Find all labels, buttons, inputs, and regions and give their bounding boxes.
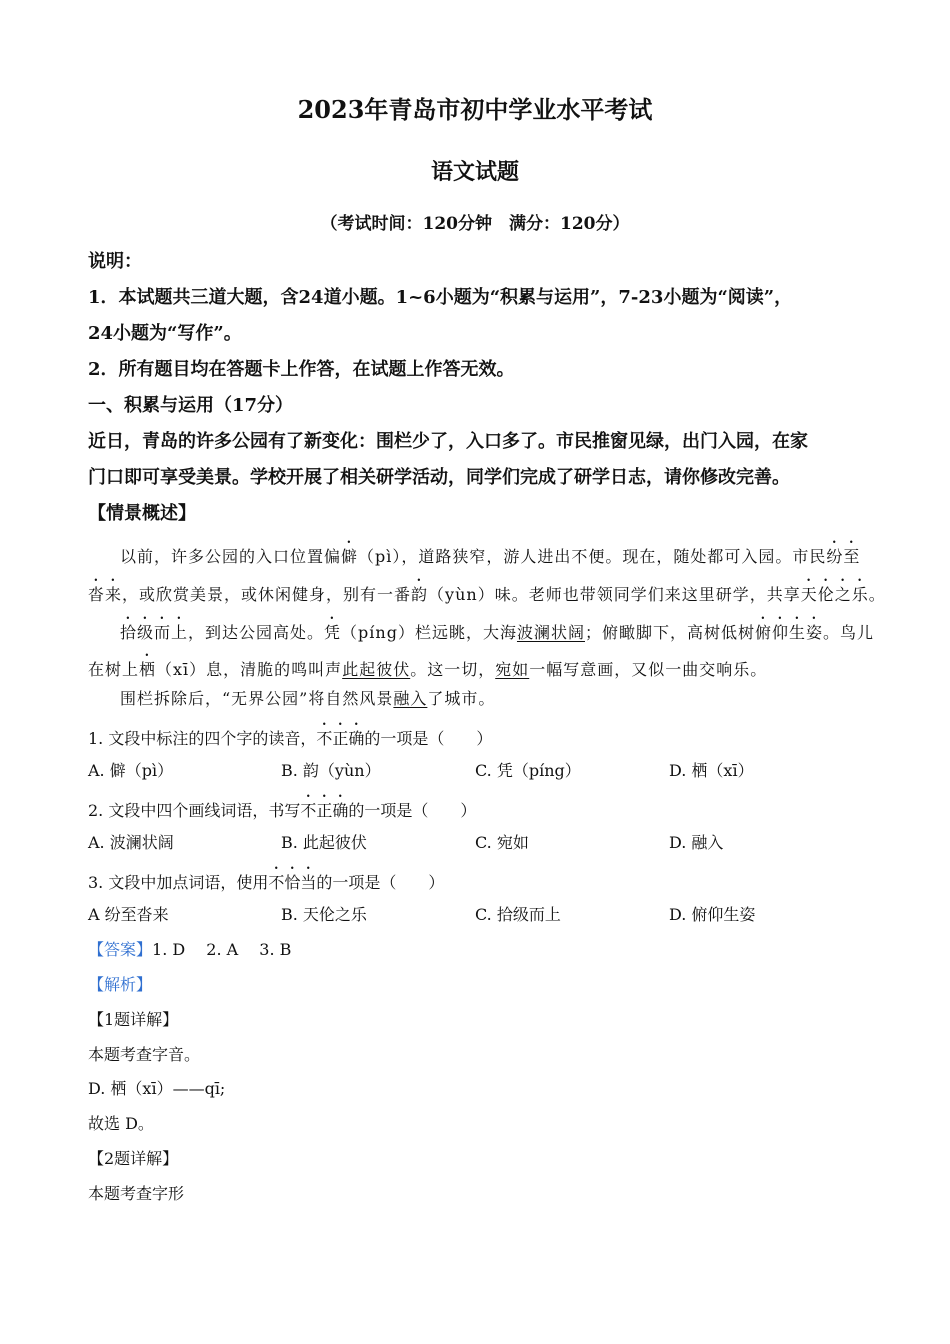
question-1-stem: 1. 文段中标注的四个字的读音，不正确的一项是（ ） bbox=[88, 729, 493, 748]
answer-text: 1. D 2. A 3. B bbox=[152, 940, 292, 959]
q1-detail-line-2: D. 栖（xī）——qī; bbox=[88, 1079, 226, 1098]
section-intro-line-1: 近日，青岛的许多公园有了新变化：围栏少了，入口多了。市民推窗见绿，出门入园，在家 bbox=[88, 431, 808, 452]
marked-word: 拾级而上 bbox=[120, 623, 189, 642]
underlined-word: 波澜状阔 bbox=[516, 623, 585, 642]
question-3-option-a: A 纷至沓来 bbox=[88, 905, 169, 924]
question-1-option-d: D. 栖（xī） bbox=[669, 761, 754, 780]
question-2-option-a: A. 波澜状阔 bbox=[88, 833, 174, 852]
question-1-option-c: C. 凭（píng） bbox=[475, 761, 581, 780]
marked-char: 凭 bbox=[324, 623, 342, 642]
question-3-stem: 3. 文段中加点词语，使用不恰当的一项是（ ） bbox=[88, 873, 445, 892]
question-3-option-b: B. 天伦之乐 bbox=[281, 905, 367, 924]
marked-char: 韵 bbox=[411, 585, 429, 604]
q1-detail-heading: 【1题详解】 bbox=[88, 1010, 179, 1029]
marked-char: 栖 bbox=[139, 660, 157, 679]
question-2-option-c: C. 宛如 bbox=[475, 833, 529, 852]
answer-label: 【答案】 bbox=[88, 940, 153, 959]
q2-detail-line-1: 本题考查字形 bbox=[88, 1184, 185, 1203]
exam-subtitle: 语文试题 bbox=[430, 159, 519, 185]
marked-word: 天伦之乐 bbox=[800, 585, 869, 604]
section-heading: 一、积累与运用（17分） bbox=[88, 395, 294, 416]
passage-line-2: 沓来，或欣赏美景，或休闲健身，别有一番韵（yùn）味。老师也带领同学们来这里研学，共享天伦之乐。 bbox=[88, 585, 886, 604]
passage-line-3: 拾级而上，到达公园高处。凭（píng）栏远眺，大海波澜状阔；俯瞰脚下，高树低树俯仰生姿。鸟儿 bbox=[120, 623, 875, 642]
question-1-option-a: A. 僻（pì） bbox=[88, 761, 174, 780]
question-3-option-d: D. 俯仰生姿 bbox=[669, 905, 756, 924]
question-1-option-b: B. 韵（yùn） bbox=[281, 761, 381, 780]
question-2-option-b: B. 此起彼伏 bbox=[281, 833, 367, 852]
analysis-label: 【解析】 bbox=[88, 975, 153, 994]
instruction-item-1-line-1: 1．本试题共三道大题，含24道小题。1~6小题为“积累与运用”，7-23小题为“阅读”， bbox=[88, 287, 793, 308]
q1-detail-line-1: 本题考查字音。 bbox=[88, 1045, 201, 1064]
section-intro-line-2: 门口即可享受美景。学校开展了相关研学活动，同学们完成了研学日志，请你修改完善。 bbox=[88, 467, 790, 488]
marked-word: 沓来 bbox=[88, 585, 123, 604]
exam-title: 2023年青岛市初中学业水平考试 bbox=[297, 95, 653, 124]
instruction-item-2: 2．所有题目均在答题卡上作答，在试题上作答无效。 bbox=[88, 359, 515, 380]
question-2-stem: 2. 文段中四个画线词语，书写不正确的一项是（ ） bbox=[88, 801, 477, 820]
underlined-word: 宛如 bbox=[495, 660, 530, 679]
passage-line-1: 以前，许多公园的入口位置偏僻（pì），道路狭窄，游人进出不便。现在，随处都可入园。市民纷至 bbox=[120, 547, 861, 566]
marked-word: 俯仰生姿 bbox=[755, 623, 824, 642]
instruction-item-1-line-2: 24小题为“写作”。 bbox=[88, 323, 242, 344]
underlined-word: 此起彼伏 bbox=[342, 660, 411, 679]
answer-line bbox=[88, 937, 291, 960]
scenario-box-title: 【情景概述】 bbox=[88, 503, 196, 524]
passage-line-5: 围栏拆除后，“无界公园”将自然风景融入了城市。 bbox=[120, 689, 496, 708]
instructions-heading: 说明： bbox=[88, 251, 142, 272]
q1-detail-line-3: 故选 D。 bbox=[88, 1114, 154, 1133]
passage-line-4: 在树上栖（xī）息，清脆的鸣叫声此起彼伏。这一切，宛如一幅写意画，又似一曲交响乐。 bbox=[88, 660, 768, 679]
question-2-option-d: D. 融入 bbox=[669, 833, 724, 852]
q2-detail-heading: 【2题详解】 bbox=[88, 1149, 179, 1168]
underlined-word: 融入 bbox=[393, 689, 428, 708]
marked-word: 纷至 bbox=[826, 547, 861, 566]
question-3-option-c: C. 拾级而上 bbox=[475, 905, 561, 924]
exam-meta: （考试时间：120分钟 满分：120分） bbox=[320, 214, 630, 234]
marked-char: 僻 bbox=[341, 547, 359, 566]
